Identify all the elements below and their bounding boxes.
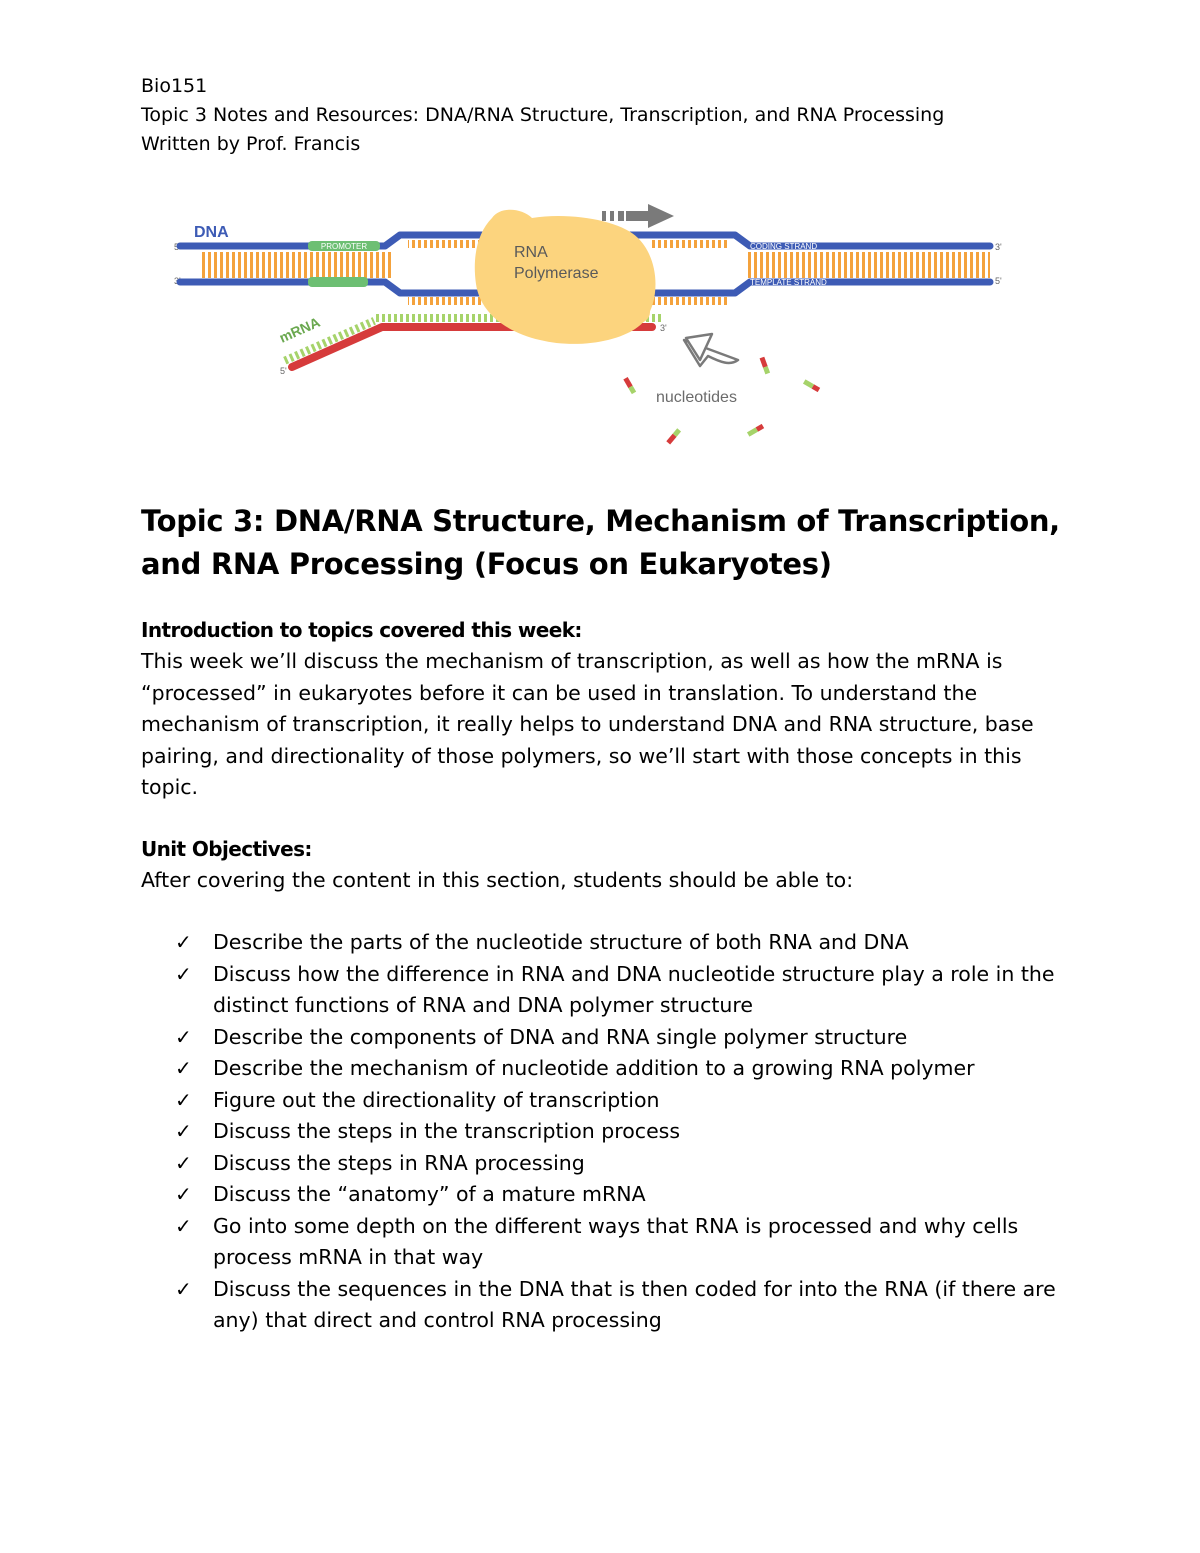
objective-text: Discuss the steps in RNA processing: [213, 1150, 585, 1175]
objective-text: Figure out the directionality of transcription: [213, 1087, 660, 1112]
transcription-diagram-svg: [160, 200, 1040, 460]
promoter-label: PROMOTER: [320, 242, 368, 251]
check-icon: ✓: [175, 961, 192, 986]
check-icon: ✓: [175, 1182, 192, 1206]
bottom-strand-five-prime: 5': [995, 276, 1002, 286]
objective-text: Discuss the sequences in the DNA that is then coded for into the RNA (if there are any) that direct and control RNA processing: [213, 1276, 1056, 1332]
check-icon: ✓: [175, 1024, 192, 1049]
document-header: [141, 72, 944, 159]
objective-item: [141, 927, 1061, 959]
objectives-heading: Unit Objectives:: [141, 837, 312, 861]
objective-item: [141, 959, 1061, 1022]
free-nucleotide-icon: [747, 424, 764, 437]
nucleotides-label: nucleotides: [656, 389, 737, 406]
coding-strand-label: CODING STRAND: [750, 242, 818, 251]
top-strand-five-prime: 5': [174, 242, 181, 252]
objective-item: [141, 1179, 1061, 1211]
author-line: Written by Prof. Francis: [141, 133, 361, 155]
objectives-list: [141, 927, 1061, 1337]
transcription-diagram: [160, 200, 1040, 460]
mrna-label: mRNA: [276, 313, 323, 346]
open-bottom-bases-right: [648, 297, 728, 305]
check-icon: ✓: [175, 1150, 192, 1175]
check-icon: ✓: [175, 1119, 192, 1143]
objective-item: [141, 1085, 1061, 1117]
dna-label: DNA: [194, 224, 229, 241]
free-nucleotide-icon: [666, 428, 681, 444]
check-icon: ✓: [175, 1056, 192, 1080]
objective-text: Discuss the “anatomy” of a mature mRNA: [213, 1182, 646, 1206]
objective-item: [141, 1148, 1061, 1180]
objective-item: [141, 1022, 1061, 1054]
check-icon: ✓: [175, 1276, 192, 1301]
page-title: Topic 3: DNA/RNA Structure, Mechanism of Transcription, and RNA Processing (Focus on Eukaryotes): [141, 504, 1060, 581]
top-strand-three-prime: 3': [995, 242, 1002, 252]
bottom-strand-three-prime: 3': [174, 276, 181, 286]
objective-text: Describe the parts of the nucleotide structure of both RNA and DNA: [213, 930, 909, 954]
promoter-region-bottom: [308, 277, 368, 287]
free-nucleotide-icon: [623, 377, 636, 394]
left-base-pairs: [202, 252, 392, 278]
objectives-lead: After covering the content in this section, students should be able to:: [141, 868, 854, 892]
polymerase-label-line1: RNA: [514, 244, 548, 261]
check-icon: ✓: [175, 1087, 192, 1112]
free-nucleotide-icon: [760, 357, 771, 375]
intro-heading: Introduction to topics covered this week:: [141, 618, 582, 642]
objective-text: Go into some depth on the different ways that RNA is processed and why cells process mRNA in that way: [213, 1213, 1019, 1269]
polymerase-lobe: [622, 300, 650, 324]
check-icon: ✓: [175, 1213, 192, 1238]
objective-text: Describe the mechanism of nucleotide addition to a growing RNA polymer: [213, 1056, 975, 1080]
right-base-pairs: [748, 252, 990, 278]
incoming-arrow-icon: [684, 334, 738, 366]
objective-item: [141, 1053, 1061, 1085]
objective-text: Discuss how the difference in RNA and DNA nucleotide structure play a role in the distinct functions of RNA and DNA polymer structure: [213, 961, 1055, 1017]
topic-line: Topic 3 Notes and Resources: DNA/RNA Structure, Transcription, and RNA Processing: [141, 104, 945, 126]
template-strand-label: TEMPLATE STRAND: [750, 278, 827, 287]
objective-text: Describe the components of DNA and RNA single polymer structure: [213, 1024, 908, 1049]
mrna-three-prime: 3': [660, 323, 667, 333]
polymerase-label-line2: Polymerase: [514, 265, 599, 282]
free-nucleotide-icon: [803, 379, 820, 392]
mrna-five-prime: 5': [280, 366, 287, 376]
objective-item: [141, 1211, 1061, 1274]
check-icon: ✓: [175, 930, 192, 954]
course-code: Bio151: [141, 75, 208, 97]
objective-item: [141, 1274, 1061, 1337]
objective-text: Discuss the steps in the transcription process: [213, 1119, 681, 1143]
open-top-bases-right: [650, 240, 728, 248]
objective-item: [141, 1116, 1061, 1148]
intro-paragraph: This week we’ll discuss the mechanism of transcription, as well as how the mRNA is “processed” in eukaryotes before it can be used in translation. To understand the mechanism of transcription, it really helps to understand DNA and RNA structure, base pairing, and directionality of those polymers, so we’ll start with those concepts in this topic.: [141, 649, 1034, 799]
